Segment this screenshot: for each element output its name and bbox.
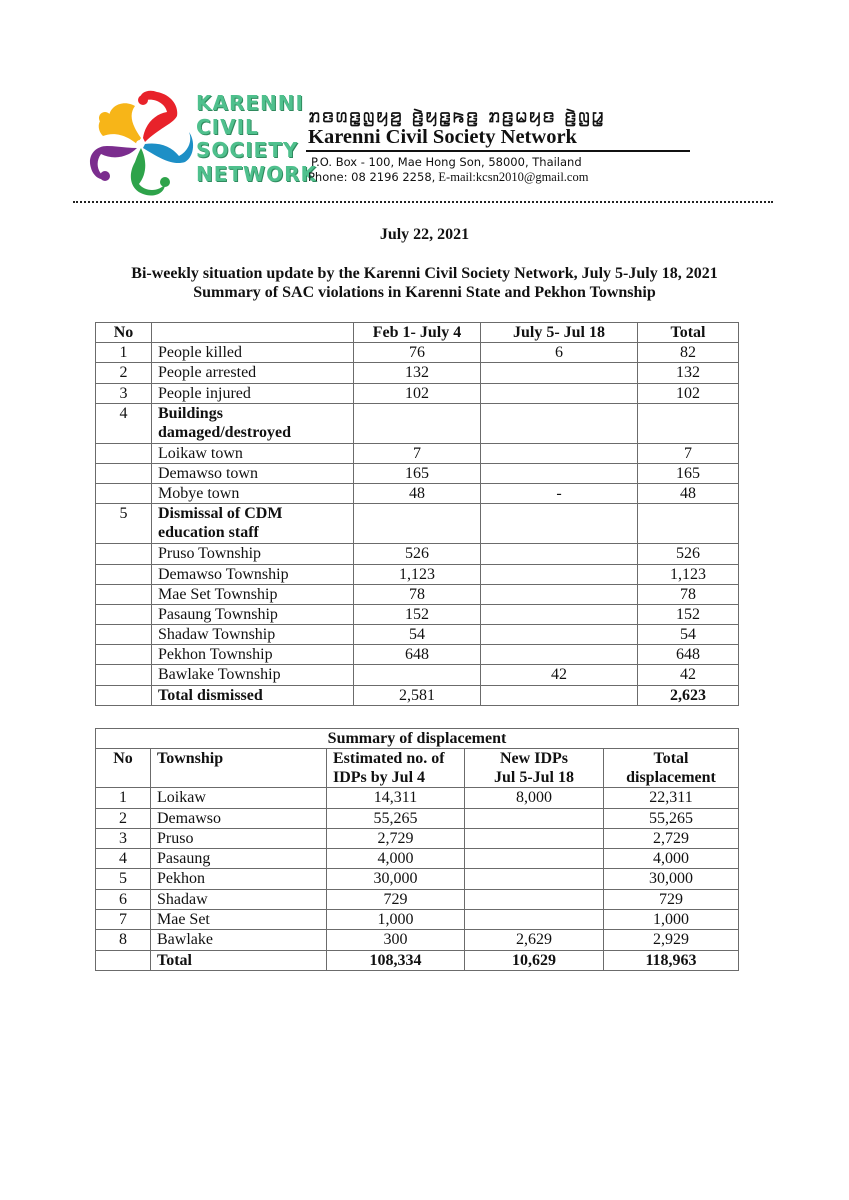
cell-total: 2,729	[604, 828, 739, 848]
cell-total: 22,311	[604, 788, 739, 808]
cell-no	[96, 645, 152, 665]
cell-township: Mae Set	[151, 910, 327, 930]
contact-line	[308, 170, 588, 185]
cell-total: 54	[638, 625, 739, 645]
cell-no: 1	[96, 343, 152, 363]
cell-label: Shadaw Township	[152, 625, 354, 645]
header-line: Total	[653, 750, 689, 768]
cell-feb-jul4: 102	[354, 383, 481, 403]
table-row	[96, 849, 739, 869]
header-no: No	[96, 749, 151, 788]
cell-grand-total: 2,623	[638, 685, 739, 705]
cell-no	[96, 584, 152, 604]
cell-no	[96, 484, 152, 504]
cell-no	[96, 463, 152, 483]
logo-line: SOCIETY	[196, 138, 299, 162]
cell-feb-jul4: 54	[354, 625, 481, 645]
cell-township: Bawlake	[151, 930, 327, 950]
cell-jul5-jul18	[481, 625, 638, 645]
header-category	[152, 323, 354, 343]
cell-no: 6	[96, 889, 151, 909]
cell-total: 55,265	[604, 808, 739, 828]
header-rule	[306, 150, 690, 152]
header-line: Jul 5-Jul 18	[493, 769, 574, 787]
table-row	[96, 645, 739, 665]
cell-total: 42	[638, 665, 739, 685]
cell-new	[465, 849, 604, 869]
cell-total: 7	[638, 443, 739, 463]
cell-total: 729	[604, 889, 739, 909]
violations-table	[95, 322, 739, 706]
cell-no: 5	[96, 504, 152, 544]
title-line-1: Bi-weekly situation update by the Karenni Civil Society Network, July 5-July 18, 2021	[131, 265, 718, 282]
table-row	[96, 343, 739, 363]
cell-jul5-jul18: 42	[481, 665, 638, 685]
cell-jul5-jul18	[481, 645, 638, 665]
cell-new-total: 10,629	[465, 950, 604, 970]
cell-new: 2,629	[465, 930, 604, 950]
logo-wordmark	[196, 91, 318, 186]
cell-grand-total: 118,963	[604, 950, 739, 970]
cell-section-label: Buildings damaged/destroyed	[152, 403, 354, 443]
cell-jul5-jul18	[481, 564, 638, 584]
table-row	[96, 828, 739, 848]
header-township: Township	[151, 749, 327, 788]
table-row	[96, 788, 739, 808]
displacement-table	[95, 728, 739, 971]
cell-label: Pruso Township	[152, 544, 354, 564]
cell-feb-jul4: 132	[354, 363, 481, 383]
cell-feb-jul4	[354, 403, 481, 443]
cell-total: 2,929	[604, 930, 739, 950]
email-address: E-mail:kcsn2010@gmail.com	[435, 170, 589, 184]
cell-total: 102	[638, 383, 739, 403]
cell-feb-jul4: 648	[354, 645, 481, 665]
cell-jul5-jul18	[481, 403, 638, 443]
cell-no: 5	[96, 869, 151, 889]
cell-total-label: Total	[151, 950, 327, 970]
cell-no	[96, 625, 152, 645]
cell-no	[96, 665, 152, 685]
table-row	[96, 808, 739, 828]
table-row	[96, 604, 739, 624]
title-line-2: Summary of SAC violations in Karenni State and Pekhon Township	[193, 284, 656, 301]
cell-jul5-jul18	[481, 463, 638, 483]
cell-township: Pasaung	[151, 849, 327, 869]
cell-estimated: 729	[327, 889, 465, 909]
cell-total: 648	[638, 645, 739, 665]
cell-feb-jul4	[354, 665, 481, 685]
cell-total: 526	[638, 544, 739, 564]
header-jul5-jul18: July 5- Jul 18	[481, 323, 638, 343]
cell-estimated: 300	[327, 930, 465, 950]
table-row	[96, 544, 739, 564]
cell-estimated: 14,311	[327, 788, 465, 808]
cell-feb-jul4: 165	[354, 463, 481, 483]
dotted-separator	[73, 201, 773, 203]
cell-label: Mobye town	[152, 484, 354, 504]
header-estimated-idps	[327, 749, 465, 788]
table-row	[96, 443, 739, 463]
org-name-kayah-script: ꤊꤢꤛꤢ꤭ꤜꤟꤤ꤬ ꤢꤧ꤬ꤟꤢ꤭ꤒꤢ꤬ ꤊꤢ꤬ꤗꤟꤢ ꤢꤧ꤬ꤜꤣ꤭	[308, 103, 605, 127]
cell-no	[96, 950, 151, 970]
table-header-row	[96, 749, 739, 788]
cell-label: Mae Set Township	[152, 584, 354, 604]
kcsn-flower-logo-icon	[85, 86, 195, 196]
logo-line: CIVIL	[196, 114, 259, 139]
cell-jul5-jul18	[481, 363, 638, 383]
table-row	[96, 564, 739, 584]
cell-feb-jul4: 76	[354, 343, 481, 363]
cell-total: 1,000	[604, 910, 739, 930]
cell-estimated-total: 108,334	[327, 950, 465, 970]
cell-no: 7	[96, 910, 151, 930]
header-line: displacement	[626, 769, 716, 787]
logo-line: KARENNI	[196, 91, 304, 115]
cell-total: 4,000	[604, 849, 739, 869]
cell-new: 8,000	[465, 788, 604, 808]
table-total-row	[96, 950, 739, 970]
table-row	[96, 484, 739, 504]
cell-township: Pruso	[151, 828, 327, 848]
table-caption: Summary of displacement	[96, 729, 739, 749]
cell-total: 165	[638, 463, 739, 483]
cell-feb-jul4: 48	[354, 484, 481, 504]
cell-total-label: Total dismissed	[152, 685, 354, 705]
cell-feb-jul4: 1,123	[354, 564, 481, 584]
cell-label: Bawlake Township	[152, 665, 354, 685]
cell-feb-jul4: 152	[354, 604, 481, 624]
cell-label: Pasaung Township	[152, 604, 354, 624]
cell-township: Pekhon	[151, 869, 327, 889]
cell-township: Demawso	[151, 808, 327, 828]
postal-address: P.O. Box - 100, Mae Hong Son, 58000, Thailand	[311, 155, 582, 169]
cell-estimated: 4,000	[327, 849, 465, 869]
cell-label: People arrested	[152, 363, 354, 383]
cell-jul5-jul18	[481, 443, 638, 463]
cell-section-label: Dismissal of CDM education staff	[152, 504, 354, 544]
cell-new	[465, 808, 604, 828]
logo-line: NETWORK	[196, 161, 318, 186]
table-row	[96, 463, 739, 483]
cell-no: 3	[96, 828, 151, 848]
header-total-displacement	[604, 749, 739, 788]
cell-estimated: 30,000	[327, 869, 465, 889]
cell-label: Demawso town	[152, 463, 354, 483]
cell-label: People injured	[152, 383, 354, 403]
cell-jul5-jul18: 6	[481, 343, 638, 363]
table-row	[96, 363, 739, 383]
cell-feb-jul4: 78	[354, 584, 481, 604]
cell-total: 82	[638, 343, 739, 363]
cell-jul5-jul18	[481, 604, 638, 624]
header-line: IDPs by Jul 4	[333, 769, 426, 787]
cell-label: Demawso Township	[152, 564, 354, 584]
cell-no	[96, 564, 152, 584]
table-row	[96, 665, 739, 685]
table-row	[96, 910, 739, 930]
header-line: New IDPs	[500, 750, 568, 768]
cell-total: 1,123	[638, 564, 739, 584]
cell-no	[96, 604, 152, 624]
cell-no	[96, 443, 152, 463]
document-title	[0, 264, 849, 302]
document-date: July 22, 2021	[379, 226, 470, 243]
table-section-row	[96, 403, 739, 443]
table-row	[96, 930, 739, 950]
cell-feb-jul4: 526	[354, 544, 481, 564]
cell-new	[465, 828, 604, 848]
cell-jul5-jul18	[481, 504, 638, 544]
table-row	[96, 625, 739, 645]
cell-new	[465, 889, 604, 909]
table-caption-row	[96, 729, 739, 749]
header-total: Total	[638, 323, 739, 343]
header-line: Estimated no. of	[333, 750, 445, 768]
cell-township: Loikaw	[151, 788, 327, 808]
cell-estimated: 1,000	[327, 910, 465, 930]
cell-total	[638, 403, 739, 443]
cell-jul5-jul18	[481, 544, 638, 564]
cell-label: People killed	[152, 343, 354, 363]
table-row	[96, 584, 739, 604]
cell-feb-jul4: 2,581	[354, 685, 481, 705]
cell-total: 78	[638, 584, 739, 604]
table-total-row	[96, 685, 739, 705]
cell-jul5-jul18: -	[481, 484, 638, 504]
cell-total: 152	[638, 604, 739, 624]
header-no: No	[96, 323, 152, 343]
header-feb-jul4: Feb 1- July 4	[354, 323, 481, 343]
table-row	[96, 889, 739, 909]
cell-no: 2	[96, 363, 152, 383]
table-header-row	[96, 323, 739, 343]
cell-total: 48	[638, 484, 739, 504]
cell-no: 8	[96, 930, 151, 950]
phone-number: Phone: 08 2196 2258,	[308, 170, 436, 184]
cell-no: 1	[96, 788, 151, 808]
header-new-idps	[465, 749, 604, 788]
cell-no: 3	[96, 383, 152, 403]
cell-no: 4	[96, 849, 151, 869]
cell-total: 132	[638, 363, 739, 383]
cell-no	[96, 544, 152, 564]
cell-label: Loikaw town	[152, 443, 354, 463]
table-row	[96, 869, 739, 889]
cell-jul5-jul18	[481, 584, 638, 604]
cell-total	[638, 504, 739, 544]
table-row	[96, 383, 739, 403]
cell-no: 4	[96, 403, 152, 443]
cell-jul5-jul18	[481, 383, 638, 403]
cell-estimated: 55,265	[327, 808, 465, 828]
org-name: Karenni Civil Society Network	[308, 126, 577, 148]
cell-township: Shadaw	[151, 889, 327, 909]
cell-label: Pekhon Township	[152, 645, 354, 665]
cell-total: 30,000	[604, 869, 739, 889]
cell-jul5-jul18	[481, 685, 638, 705]
table-section-row	[96, 504, 739, 544]
cell-estimated: 2,729	[327, 828, 465, 848]
cell-new	[465, 869, 604, 889]
cell-new	[465, 910, 604, 930]
cell-no	[96, 685, 152, 705]
cell-no: 2	[96, 808, 151, 828]
cell-feb-jul4	[354, 504, 481, 544]
cell-feb-jul4: 7	[354, 443, 481, 463]
